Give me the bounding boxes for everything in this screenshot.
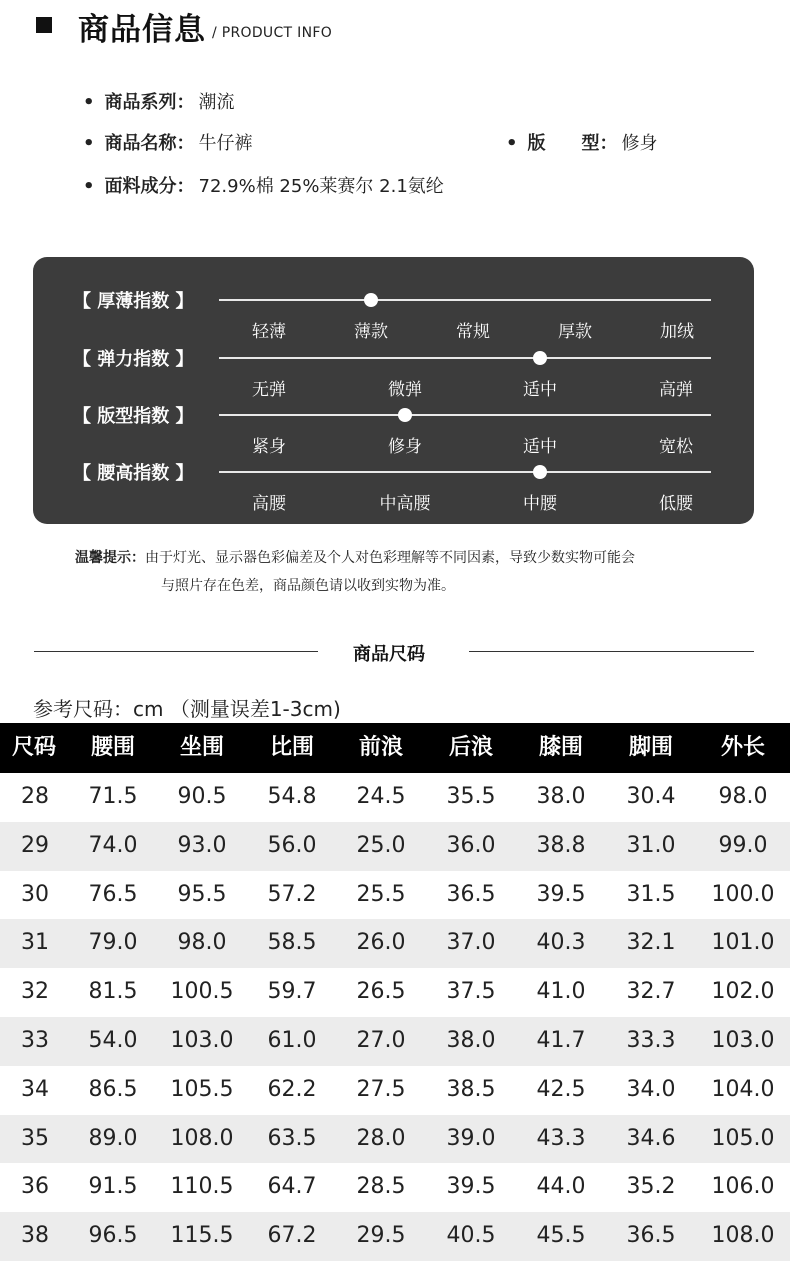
notice — [75, 544, 635, 600]
table-cell: 36 — [21, 1174, 49, 1200]
index-track — [219, 414, 711, 416]
table-cell: 35 — [21, 1125, 49, 1151]
table-cell: 62.2 — [267, 1076, 317, 1102]
table-cell: 30.4 — [626, 784, 676, 809]
table-cell: 71.5 — [88, 784, 138, 809]
table-cell: 67.2 — [267, 1223, 317, 1249]
table-cell: 45.5 — [536, 1223, 586, 1249]
notice-line-2: 与照片存在色差，商品颜色请以收到实物为准。 — [161, 578, 455, 594]
size-section-title: 商品尺码 — [353, 644, 425, 665]
table-cell: 29.5 — [356, 1223, 406, 1249]
table-row — [0, 1212, 790, 1261]
index-label: 【 腰高指数 】 — [73, 463, 194, 484]
index-label: 【 版型指数 】 — [73, 406, 194, 427]
size-table — [0, 723, 790, 1261]
table-cell: 74.0 — [88, 832, 138, 858]
size-table-body — [0, 773, 790, 1261]
table-cell: 39.5 — [446, 1174, 496, 1200]
info-name-value: 牛仔裤 — [198, 133, 253, 154]
info-fit-key: 版 型： — [527, 133, 618, 154]
table-cell: 40.3 — [536, 930, 586, 956]
table-cell: 31.0 — [626, 832, 676, 858]
table-cell: 38 — [21, 1223, 49, 1249]
table-row — [0, 822, 790, 871]
table-row — [0, 968, 790, 1017]
table-header-cell: 尺码 — [12, 735, 57, 760]
table-cell: 101.0 — [711, 930, 775, 956]
page-subtitle: / PRODUCT INFO — [212, 25, 333, 41]
table-cell: 31.5 — [626, 881, 676, 907]
size-reference-note: 参考尺码：cm （测量误差1-3cm) — [33, 697, 341, 721]
table-cell: 61.0 — [267, 1027, 317, 1053]
table-cell: 28.0 — [356, 1125, 406, 1151]
index-marker — [364, 293, 378, 307]
table-cell: 108.0 — [711, 1223, 775, 1249]
bullet-icon: • — [83, 92, 95, 113]
table-header-cell: 膝围 — [538, 735, 583, 760]
table-row — [0, 1017, 790, 1066]
table-cell: 81.5 — [88, 979, 138, 1005]
table-cell: 40.5 — [446, 1223, 496, 1249]
index-option: 高弹 — [659, 380, 693, 400]
table-cell: 26.5 — [356, 979, 406, 1005]
table-header-cell: 后浪 — [448, 735, 493, 760]
table-cell: 33.3 — [626, 1027, 676, 1053]
table-cell: 36.5 — [446, 881, 496, 907]
table-cell: 103.0 — [711, 1027, 775, 1053]
table-cell: 89.0 — [88, 1125, 138, 1151]
table-cell: 110.5 — [170, 1174, 234, 1200]
table-cell: 27.0 — [356, 1027, 406, 1053]
table-cell: 33 — [21, 1027, 49, 1053]
info-name — [83, 129, 253, 155]
table-cell: 38.8 — [536, 832, 586, 858]
info-series — [83, 88, 235, 114]
table-header-cell: 外长 — [720, 735, 765, 760]
table-header-cell: 比围 — [269, 735, 314, 760]
index-option: 厚款 — [558, 322, 592, 342]
size-table-header — [0, 723, 790, 773]
bullet-icon: • — [83, 176, 95, 197]
table-cell: 41.0 — [536, 979, 586, 1005]
table-cell: 63.5 — [267, 1125, 317, 1151]
table-cell: 102.0 — [711, 979, 775, 1005]
table-cell: 38.0 — [536, 784, 586, 809]
info-fit — [506, 129, 658, 155]
bullet-icon: • — [83, 133, 95, 154]
index-option: 适中 — [523, 380, 557, 400]
info-fabric-key: 面料成分： — [104, 176, 195, 197]
index-option: 无弹 — [252, 380, 286, 400]
table-header-cell: 脚围 — [628, 735, 673, 760]
table-cell: 96.5 — [88, 1223, 138, 1249]
index-option: 常规 — [456, 322, 490, 342]
notice-key: 温馨提示： — [75, 550, 145, 566]
divider-left — [34, 651, 318, 652]
table-cell: 42.5 — [536, 1076, 586, 1102]
table-cell: 34.0 — [626, 1076, 676, 1102]
table-cell: 98.0 — [177, 930, 227, 956]
index-option: 紧身 — [252, 437, 286, 457]
index-option: 微弹 — [388, 380, 422, 400]
index-option: 轻薄 — [252, 322, 286, 342]
index-option: 适中 — [523, 437, 557, 457]
table-cell: 54.8 — [267, 784, 317, 809]
table-cell: 29 — [21, 832, 49, 858]
table-cell: 44.0 — [536, 1174, 586, 1200]
table-cell: 27.5 — [356, 1076, 406, 1102]
table-cell: 105.0 — [711, 1125, 775, 1151]
table-cell: 30 — [21, 881, 49, 907]
table-cell: 100.5 — [170, 979, 234, 1005]
index-label: 【 厚薄指数 】 — [73, 291, 194, 312]
index-panel — [33, 257, 754, 524]
bullet-icon: • — [506, 133, 518, 154]
table-cell: 32 — [21, 979, 49, 1005]
table-cell: 79.0 — [88, 930, 138, 956]
info-fit-value: 修身 — [621, 133, 658, 154]
table-cell: 39.0 — [446, 1125, 496, 1151]
index-option: 宽松 — [659, 437, 693, 457]
table-cell: 28 — [21, 784, 49, 809]
index-track — [219, 471, 711, 473]
table-cell: 106.0 — [711, 1174, 775, 1200]
table-cell: 54.0 — [88, 1027, 138, 1053]
table-cell: 36.0 — [446, 832, 496, 858]
table-cell: 86.5 — [88, 1076, 138, 1102]
table-cell: 28.5 — [356, 1174, 406, 1200]
table-cell: 59.7 — [267, 979, 317, 1005]
table-cell: 36.5 — [626, 1223, 676, 1249]
table-cell: 32.1 — [626, 930, 676, 956]
table-cell: 115.5 — [170, 1223, 234, 1249]
table-cell: 90.5 — [177, 784, 227, 809]
table-cell: 34 — [21, 1076, 49, 1102]
table-cell: 41.7 — [536, 1027, 586, 1053]
index-marker — [533, 465, 547, 479]
table-cell: 34.6 — [626, 1125, 676, 1151]
index-option: 中高腰 — [379, 494, 431, 514]
table-cell: 35.5 — [446, 784, 496, 809]
table-cell: 38.0 — [446, 1027, 496, 1053]
index-option: 加绒 — [660, 322, 694, 342]
table-header-cell: 前浪 — [358, 735, 403, 760]
index-option: 低腰 — [659, 494, 693, 514]
table-cell: 64.7 — [267, 1174, 317, 1200]
table-cell: 24.5 — [356, 784, 406, 809]
table-row — [0, 871, 790, 920]
table-row — [0, 1163, 790, 1212]
table-cell: 56.0 — [267, 832, 317, 858]
table-cell: 108.0 — [170, 1125, 234, 1151]
index-option: 中腰 — [523, 494, 557, 514]
table-row — [0, 773, 790, 822]
index-track — [219, 299, 711, 301]
index-option: 薄款 — [354, 322, 388, 342]
index-track — [219, 357, 711, 359]
table-cell: 103.0 — [170, 1027, 234, 1053]
info-fabric-value: 72.9%棉 25%莱赛尔 2.1氨纶 — [198, 176, 444, 197]
table-cell: 76.5 — [88, 881, 138, 907]
table-cell: 31 — [21, 930, 49, 956]
table-cell: 43.3 — [536, 1125, 586, 1151]
table-cell: 100.0 — [711, 881, 775, 907]
page-title: 商品信息 — [78, 12, 206, 48]
table-cell: 57.2 — [267, 881, 317, 907]
divider-right — [469, 651, 754, 652]
index-option: 修身 — [388, 437, 422, 457]
table-cell: 58.5 — [267, 930, 317, 956]
index-label: 【 弹力指数 】 — [73, 349, 194, 370]
table-cell: 105.5 — [170, 1076, 234, 1102]
table-cell: 26.0 — [356, 930, 406, 956]
index-marker — [533, 351, 547, 365]
table-header-cell: 坐围 — [179, 735, 224, 760]
table-cell: 35.2 — [626, 1174, 676, 1200]
table-cell: 93.0 — [177, 832, 227, 858]
table-cell: 37.5 — [446, 979, 496, 1005]
index-option: 高腰 — [252, 494, 286, 514]
table-cell: 25.0 — [356, 832, 406, 858]
table-cell: 91.5 — [88, 1174, 138, 1200]
table-cell: 32.7 — [626, 979, 676, 1005]
table-cell: 38.5 — [446, 1076, 496, 1102]
info-fabric — [83, 172, 444, 198]
table-cell: 98.0 — [718, 784, 768, 809]
table-cell: 39.5 — [536, 881, 586, 907]
info-series-value: 潮流 — [198, 92, 235, 113]
table-row — [0, 1115, 790, 1164]
notice-line-1: 由于灯光、显示器色彩偏差及个人对色彩理解等不同因素，导致少数实物可能会 — [145, 550, 635, 566]
table-header-cell: 腰围 — [90, 735, 135, 760]
table-cell: 104.0 — [711, 1076, 775, 1102]
info-series-key: 商品系列： — [104, 92, 195, 113]
info-name-key: 商品名称： — [104, 133, 195, 154]
table-cell: 25.5 — [356, 881, 406, 907]
table-cell: 95.5 — [177, 881, 227, 907]
table-cell: 99.0 — [718, 832, 768, 858]
table-row — [0, 1066, 790, 1115]
header-square-marker — [36, 17, 52, 33]
index-marker — [398, 408, 412, 422]
table-row — [0, 919, 790, 968]
table-cell: 37.0 — [446, 930, 496, 956]
